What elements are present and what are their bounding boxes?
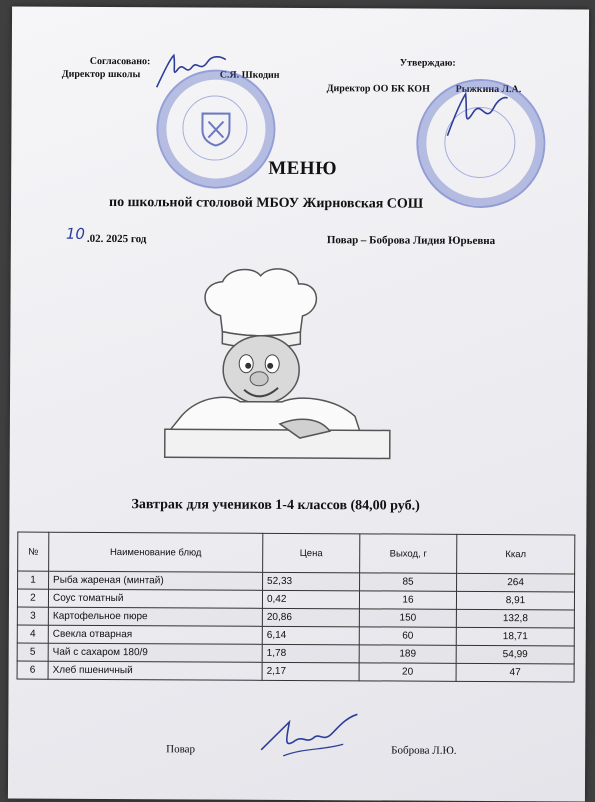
chef-illustration bbox=[160, 265, 401, 461]
approval-left-position: Директор школы bbox=[61, 68, 141, 81]
coat-of-arms-icon bbox=[198, 109, 233, 147]
dish-price: 6,14 bbox=[262, 626, 359, 645]
row-number: 6 bbox=[17, 661, 48, 679]
dish-portion: 189 bbox=[359, 645, 456, 664]
header-dish-name: Наименование блюд bbox=[49, 532, 263, 572]
header-portion: Выход, г bbox=[360, 534, 457, 574]
dish-portion: 85 bbox=[360, 573, 457, 592]
dish-kcal: 18,71 bbox=[456, 627, 574, 646]
cook-header: Повар – Боброва Лидия Юрьевна bbox=[326, 234, 496, 248]
row-number: 2 bbox=[17, 589, 48, 607]
dish-name: Свекла отварная bbox=[48, 625, 262, 644]
director-signature-left bbox=[152, 47, 232, 92]
dish-price: 20,86 bbox=[262, 608, 359, 627]
table-row bbox=[17, 607, 574, 628]
table-row bbox=[17, 625, 574, 646]
dish-name: Соус томатный bbox=[48, 589, 262, 608]
row-number: 3 bbox=[17, 607, 48, 625]
dish-price: 2,17 bbox=[262, 662, 359, 681]
header-price: Цена bbox=[263, 533, 360, 573]
menu-sheet bbox=[8, 6, 589, 801]
dish-name: Рыба жареная (минтай) bbox=[49, 571, 263, 590]
row-number: 5 bbox=[17, 643, 48, 661]
header-number: № bbox=[18, 532, 49, 571]
row-number: 4 bbox=[17, 625, 48, 643]
dish-price: 0,42 bbox=[262, 590, 359, 609]
dish-name: Картофельное пюре bbox=[48, 607, 262, 626]
dish-kcal: 54,99 bbox=[456, 645, 574, 664]
dish-price: 1,78 bbox=[262, 644, 359, 663]
menu-date: .02. 2025 год bbox=[86, 232, 147, 246]
approval-right-name: Рыжкина Л.А. bbox=[455, 83, 522, 96]
handwritten-day: 10 bbox=[65, 224, 86, 243]
dish-kcal: 47 bbox=[456, 663, 574, 682]
dish-price: 52,33 bbox=[263, 572, 360, 591]
approval-right-label: Утверждаю: bbox=[399, 57, 456, 69]
dish-kcal: 8,91 bbox=[456, 591, 574, 610]
row-number: 1 bbox=[18, 571, 49, 589]
page-title: МЕНЮ bbox=[268, 157, 338, 180]
approval-left-label: Согласовано: bbox=[89, 55, 151, 68]
dish-name: Чай с сахаром 180/9 bbox=[48, 643, 262, 662]
page-subtitle: по школьной столовой МБОУ Жирновская СОШ bbox=[109, 195, 424, 212]
dish-kcal: 264 bbox=[457, 573, 575, 592]
table-row bbox=[17, 643, 574, 664]
dish-portion: 16 bbox=[359, 591, 456, 610]
meal-section-title: Завтрак для учеников 1-4 классов (84,00 руб.) bbox=[131, 497, 420, 514]
table-row bbox=[17, 589, 574, 610]
footer-cook-name: Боброва Л.Ю. bbox=[391, 744, 457, 757]
table-row bbox=[17, 661, 574, 682]
footer-cook-role: Повар bbox=[166, 743, 196, 756]
dish-name: Хлеб пшеничный bbox=[48, 661, 262, 680]
approval-right-position: Директор ОО БК КОН bbox=[326, 83, 430, 95]
dish-portion: 150 bbox=[359, 609, 456, 628]
menu-table bbox=[17, 532, 576, 683]
table-header-row bbox=[18, 532, 575, 574]
header-kcal: Ккал bbox=[457, 534, 575, 574]
dish-portion: 20 bbox=[359, 663, 456, 682]
director-signature-right bbox=[441, 84, 511, 144]
approval-left-name: С.Я. Шкодин bbox=[219, 69, 280, 81]
dish-portion: 60 bbox=[359, 627, 456, 646]
cook-signature bbox=[253, 708, 363, 764]
dish-kcal: 132,8 bbox=[456, 609, 574, 628]
table-row bbox=[18, 571, 575, 592]
